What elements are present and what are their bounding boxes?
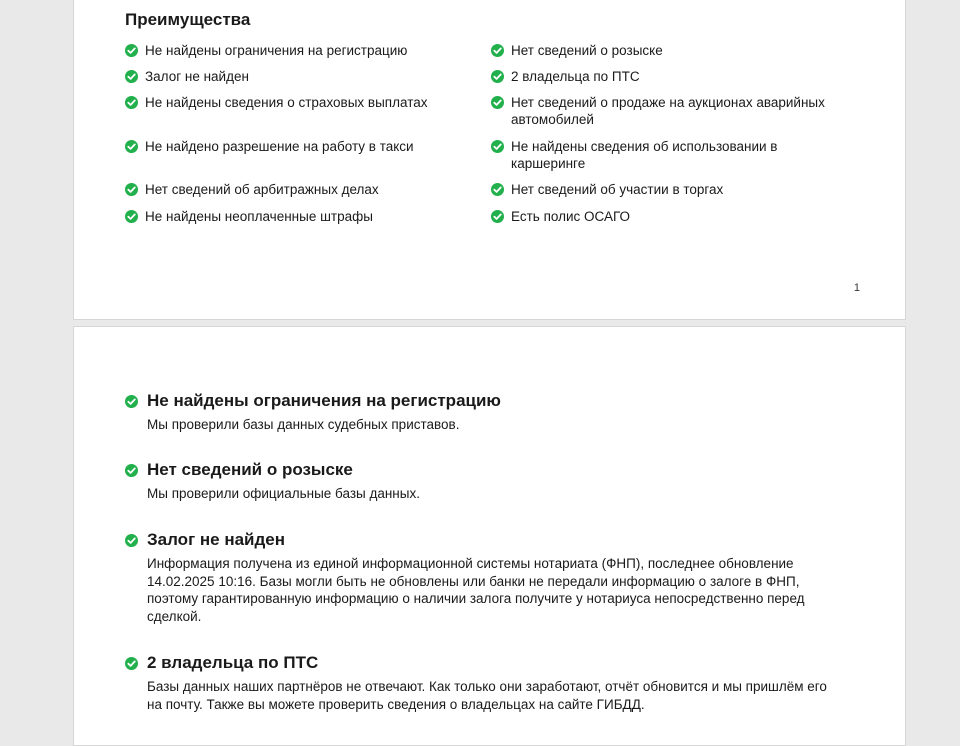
report-page-2 <box>73 326 906 746</box>
section-text: Базы данных наших партнёров не отвечают. Как только они заработают, отчёт обновится и мы пришлём его на почту. Также вы можете проверить сведения о владельцах на сайте ГИБДД. <box>147 679 827 712</box>
advantage-item <box>491 68 856 85</box>
advantage-item <box>125 68 495 85</box>
section-title-text: Залог не найден <box>147 530 286 549</box>
advantage-item <box>125 94 495 111</box>
section-title-text: Не найдены ограничения на регистрацию <box>147 391 501 410</box>
advantage-item <box>125 138 495 155</box>
check-circle-icon <box>491 140 504 153</box>
advantage-label: Нет сведений о розыске <box>511 43 663 58</box>
advantage-item <box>491 42 856 59</box>
report-page-1 <box>73 0 906 320</box>
advantage-label: Не найдены сведения о страховых выплатах <box>145 95 428 110</box>
check-circle-icon <box>125 210 138 223</box>
check-circle-icon <box>491 210 504 223</box>
advantage-label: Не найдены ограничения на регистрацию <box>145 43 408 58</box>
check-circle-icon <box>491 183 504 196</box>
section-title <box>125 652 825 674</box>
check-circle-icon <box>491 70 504 83</box>
section-text: Мы проверили базы данных судебных приставов. <box>147 417 460 432</box>
advantage-label: Не найдено разрешение на работу в такси <box>145 139 414 154</box>
advantage-item <box>491 208 856 225</box>
check-circle-icon <box>125 183 138 196</box>
check-circle-icon <box>491 44 504 57</box>
check-circle-icon <box>125 395 138 408</box>
advantage-label: Залог не найден <box>145 69 249 84</box>
check-circle-icon <box>125 464 138 477</box>
check-circle-icon <box>125 657 138 670</box>
advantage-item <box>125 208 495 225</box>
advantage-item <box>491 181 856 198</box>
check-circle-icon <box>491 96 504 109</box>
section-text: Мы проверили официальные базы данных. <box>147 486 420 501</box>
check-circle-icon <box>125 534 138 547</box>
check-circle-icon <box>125 70 138 83</box>
advantage-item <box>491 138 801 172</box>
check-circle-icon <box>125 44 138 57</box>
advantage-label: 2 владельца по ПТС <box>511 69 640 84</box>
advantage-item <box>491 94 856 128</box>
section-title <box>125 529 825 551</box>
detail-section <box>125 459 825 503</box>
section-text: Информация получена из единой информационной системы нотариата (ФНП), последнее обновление 14.02.2025 10:16. Базы могли быть не обновлены или банки не передали информацию о залоге в ФНП, поэтому гарантированную информацию о наличии залога получите у нотариуса непосредственно перед сделкой. <box>147 556 805 624</box>
advantages-title: Преимущества <box>125 10 251 29</box>
section-title <box>125 390 825 412</box>
detail-section <box>125 529 825 625</box>
detail-section <box>125 390 825 434</box>
advantage-label: Нет сведений о продаже на аукционах аварийных автомобилей <box>511 95 825 127</box>
advantage-label: Не найдены сведения об использовании в каршеринге <box>511 139 778 171</box>
section-title-text: 2 владельца по ПТС <box>147 653 319 672</box>
advantage-label: Нет сведений об арбитражных делах <box>145 182 379 197</box>
advantage-label: Не найдены неоплаченные штрафы <box>145 209 373 224</box>
section-title-text: Нет сведений о розыске <box>147 460 353 479</box>
page-number: 1 <box>853 282 860 294</box>
detail-section <box>125 652 825 713</box>
advantage-item <box>125 181 495 198</box>
advantage-label: Нет сведений об участии в торгах <box>511 182 724 197</box>
check-circle-icon <box>125 96 138 109</box>
advantage-item <box>125 42 495 59</box>
check-circle-icon <box>125 140 138 153</box>
advantage-label: Есть полис ОСАГО <box>511 209 631 224</box>
section-title <box>125 459 825 481</box>
